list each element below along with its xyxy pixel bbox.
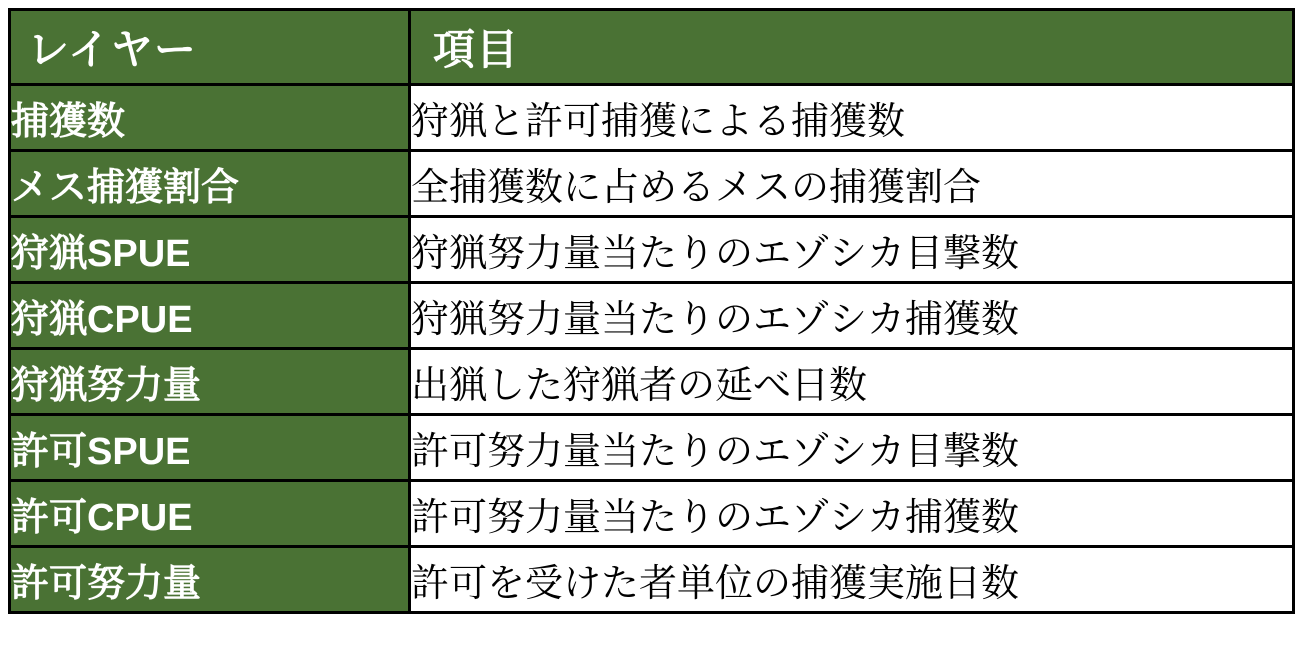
table-row <box>10 547 1294 613</box>
table-header-row <box>10 10 1294 85</box>
table-row <box>10 217 1294 283</box>
cell-item-description: 狩猟努力量当たりのエゾシカ捕獲数 <box>410 283 1294 349</box>
table-row <box>10 85 1294 151</box>
cell-item-description: 許可を受けた者単位の捕獲実施日数 <box>410 547 1294 613</box>
cell-item-description: 狩猟と許可捕獲による捕獲数 <box>410 85 1294 151</box>
table-row <box>10 481 1294 547</box>
column-header-layer: レイヤー <box>10 10 410 85</box>
column-header-item: 項目 <box>410 10 1294 85</box>
cell-item-description: 狩猟努力量当たりのエゾシカ目撃数 <box>410 217 1294 283</box>
cell-layer-name: 許可SPUE <box>10 415 410 481</box>
cell-item-description: 出猟した狩猟者の延べ日数 <box>410 349 1294 415</box>
cell-layer-name: 許可努力量 <box>10 547 410 613</box>
table-row <box>10 415 1294 481</box>
cell-layer-name: 狩猟努力量 <box>10 349 410 415</box>
table-row <box>10 349 1294 415</box>
table-row <box>10 151 1294 217</box>
cell-layer-name: メス捕獲割合 <box>10 151 410 217</box>
cell-item-description: 許可努力量当たりのエゾシカ目撃数 <box>410 415 1294 481</box>
cell-layer-name: 狩猟SPUE <box>10 217 410 283</box>
cell-layer-name: 捕獲数 <box>10 85 410 151</box>
cell-item-description: 許可努力量当たりのエゾシカ捕獲数 <box>410 481 1294 547</box>
cell-layer-name: 狩猟CPUE <box>10 283 410 349</box>
cell-layer-name: 許可CPUE <box>10 481 410 547</box>
document-page <box>0 8 1300 663</box>
layer-definition-table <box>8 8 1295 614</box>
cell-item-description: 全捕獲数に占めるメスの捕獲割合 <box>410 151 1294 217</box>
table-body <box>10 85 1294 613</box>
table-header <box>10 10 1294 85</box>
table-row <box>10 283 1294 349</box>
